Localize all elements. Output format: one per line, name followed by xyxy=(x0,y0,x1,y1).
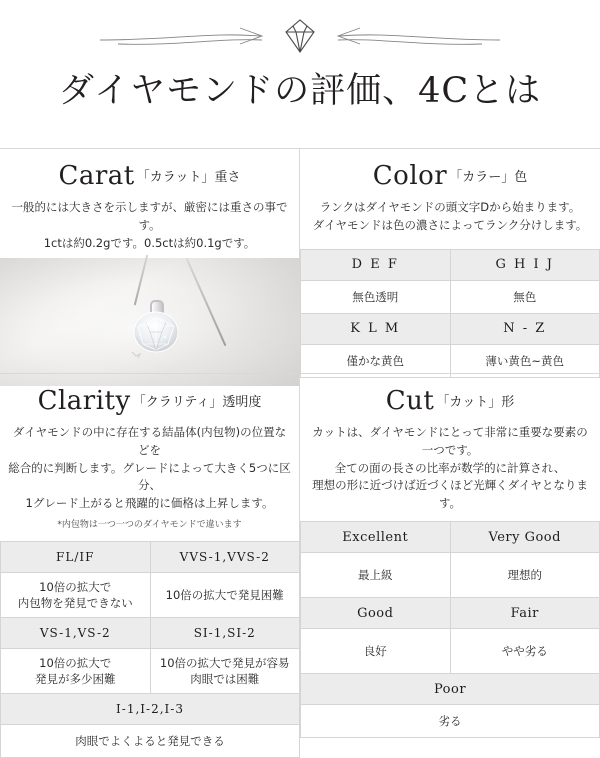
cut-head-full: Poor xyxy=(301,674,600,705)
cut-description xyxy=(308,424,592,513)
clarity-description xyxy=(8,424,291,533)
bottom-row xyxy=(0,373,600,748)
table-row xyxy=(1,542,300,573)
header-ornament xyxy=(0,0,600,70)
cut-value-full: 劣る xyxy=(301,705,600,738)
clarity-value-0-1: 10倍の拡大で発見困難 xyxy=(150,573,300,618)
clarity-title-jp: 「クラリティ」透明度 xyxy=(132,395,262,410)
clarity-head-full: I-1,I-2,I-3 xyxy=(1,694,300,725)
color-value-0-0: 無色透明 xyxy=(301,280,451,313)
diamond-gem-icon xyxy=(128,310,184,360)
carat-description xyxy=(8,199,291,252)
page-header xyxy=(0,0,600,149)
table-row xyxy=(1,694,300,725)
cut-title xyxy=(300,374,600,420)
cut-desc-line-3: 理想の形に近づけば近づくほど光輝くダイヤとなります。 xyxy=(312,478,588,511)
color-title xyxy=(300,149,600,195)
cut-value-0-1: 理想的 xyxy=(450,553,600,598)
cut-head-1-0: Good xyxy=(301,598,451,629)
diamond-icon xyxy=(90,10,510,62)
color-value-1-0: 僅かな黄色 xyxy=(301,344,451,377)
color-value-1-1: 薄い黄色~黄色 xyxy=(450,344,600,377)
clarity-value-1-1: 10倍の拡大で発見が容易 肉眼では困難 xyxy=(150,649,300,694)
table-row xyxy=(1,618,300,649)
color-desc-line-2: ダイヤモンドは色の濃さによってランク分けします。 xyxy=(312,217,588,232)
cut-head-1-1: Fair xyxy=(450,598,600,629)
color-title-latin: Color xyxy=(372,161,448,191)
clarity-head-0-1: VVS-1,VVS-2 xyxy=(150,542,300,573)
clarity-title-latin: Clarity xyxy=(37,386,131,416)
section-cut xyxy=(300,373,600,729)
clarity-value-full: 肉眼でよくよると発見できる xyxy=(1,725,300,758)
table-row xyxy=(1,573,300,618)
clarity-note: *内包物は一つ一つのダイヤモンドで違います xyxy=(57,520,242,531)
clarity-title xyxy=(0,374,299,420)
top-row xyxy=(0,149,600,373)
table-row xyxy=(301,674,600,705)
table-row xyxy=(301,629,600,674)
carat-title xyxy=(0,149,299,195)
color-value-0-1: 無色 xyxy=(450,280,600,313)
color-head-1-0: K L M xyxy=(301,313,451,344)
section-color xyxy=(300,149,600,373)
cut-value-1-0: 良好 xyxy=(301,629,451,674)
clarity-head-1-0: VS-1,VS-2 xyxy=(1,618,151,649)
color-desc-line-1: ランクはダイヤモンドの頭文字Dから始まります。 xyxy=(319,200,581,214)
table-row xyxy=(301,705,600,738)
color-head-0-0: D E F xyxy=(301,249,451,280)
cut-value-0-0: 最上級 xyxy=(301,553,451,598)
section-clarity xyxy=(0,373,300,748)
color-head-1-1: N - Z xyxy=(450,313,600,344)
carat-title-jp: 「カラット」重さ xyxy=(136,170,241,185)
clarity-value-0-0: 10倍の拡大で 内包物を発見できない xyxy=(1,573,151,618)
cut-desc-line-1: カットは、ダイヤモンドにとって非常に重要な要素の一つです。 xyxy=(312,425,588,457)
cut-desc-line-2: 全ての面の長さの比率が数学的に計算され、 xyxy=(334,460,566,475)
table-row xyxy=(1,725,300,758)
carat-photo xyxy=(0,258,300,386)
color-description xyxy=(308,199,592,235)
cut-title-jp: 「カット」形 xyxy=(436,395,515,410)
clarity-desc-line-2: 総合的に判断します。グレードによって大きく5つに区分、 xyxy=(8,460,291,493)
cut-value-1-1: やや劣る xyxy=(450,629,600,674)
carat-desc-line-1: 一般的には大きさを示しますが、厳密には重さの事です。 xyxy=(11,200,288,232)
color-title-jp: 「カラー」色 xyxy=(449,170,528,185)
clarity-desc-line-1: ダイヤモンドの中に存在する結晶体(内包物)の位置などを xyxy=(12,425,287,457)
table-row xyxy=(301,598,600,629)
clarity-head-0-0: FL/IF xyxy=(1,542,151,573)
color-head-0-1: G H I J xyxy=(450,249,600,280)
section-carat xyxy=(0,149,300,373)
table-row xyxy=(301,280,600,313)
table-row xyxy=(301,522,600,553)
color-grade-table xyxy=(300,249,600,378)
clarity-value-1-0: 10倍の拡大で 発見が多少困難 xyxy=(1,649,151,694)
cut-head-0-1: Very Good xyxy=(450,522,600,553)
table-row xyxy=(1,649,300,694)
carat-title-latin: Carat xyxy=(58,161,135,191)
page-title: ダイヤモンドの評価、4Cとは xyxy=(58,71,542,111)
carat-desc-line-2: 1ctは約0.2gです。0.5ctは約0.1gです。 xyxy=(43,235,256,250)
clarity-grade-table xyxy=(0,541,300,758)
table-row xyxy=(301,553,600,598)
cut-grade-table xyxy=(300,521,600,738)
table-row xyxy=(301,249,600,280)
clarity-desc-line-3: 1グレード上がると飛躍的に価格は上昇します。 xyxy=(25,496,274,511)
table-row xyxy=(301,313,600,344)
cut-title-latin: Cut xyxy=(385,386,435,416)
clarity-head-1-1: SI-1,SI-2 xyxy=(150,618,300,649)
cut-head-0-0: Excellent xyxy=(301,522,451,553)
